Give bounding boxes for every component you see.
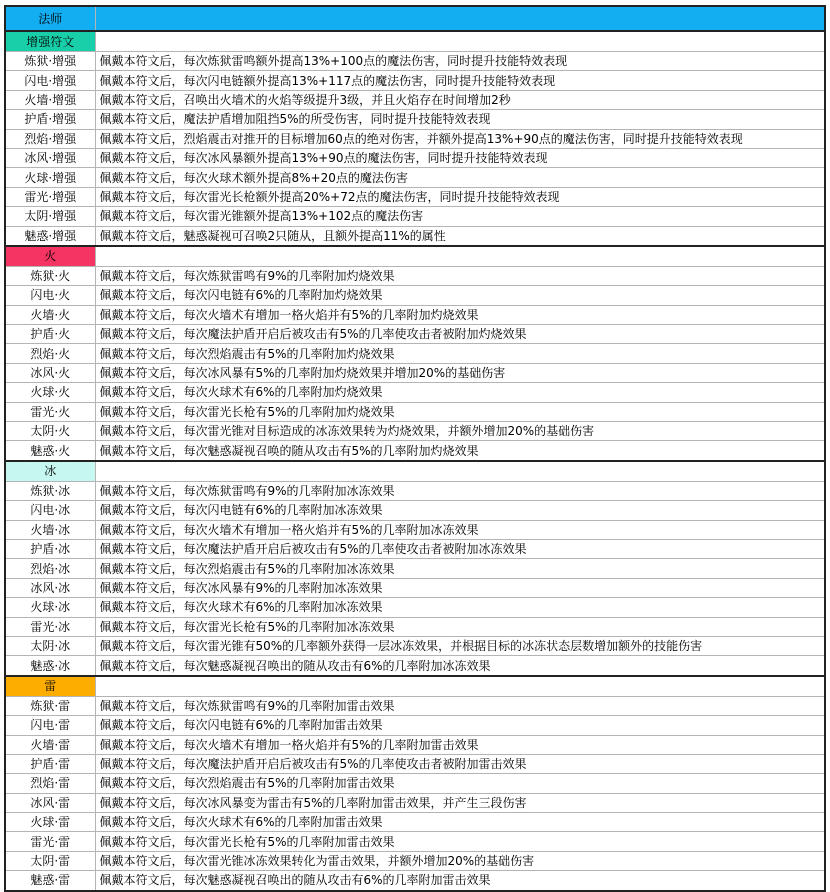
rune-row	[5, 402, 825, 421]
header-fill-cell[interactable]	[95, 6, 825, 31]
rune-name-cell[interactable]: 魅惑·增强	[5, 226, 95, 246]
section-fill-cell[interactable]	[95, 461, 825, 482]
rune-description-cell[interactable]: 佩戴本符文后，召唤出火墙术的火焰等级提升3级，并且火焰存在时间增加2秒	[95, 90, 825, 109]
rune-description-cell[interactable]: 佩戴本符文后，每次雷光锥有50%的几率额外获得一层冰冻效果，并根据目标的冰冻状态层数增加额外的技能伤害	[95, 636, 825, 655]
rune-description-cell[interactable]: 佩戴本符文后，每次冰风暴变为雷击有5%的几率附加雷击效果，并产生三段伤害	[95, 793, 825, 812]
rune-row	[5, 539, 825, 558]
section-label[interactable]: 火	[5, 246, 95, 267]
section-header-row	[5, 461, 825, 482]
class-title-cell[interactable]: 法师	[5, 6, 95, 31]
rune-name-cell[interactable]: 闪电·火	[5, 286, 95, 305]
rune-row	[5, 832, 825, 851]
rune-row	[5, 578, 825, 597]
rune-name-cell[interactable]: 炼狱·增强	[5, 52, 95, 71]
section-header-row	[5, 676, 825, 697]
rune-description-cell[interactable]: 佩戴本符文后，每次火墙术有增加一格火焰并有5%的几率附加灼烧效果	[95, 305, 825, 324]
rune-name-cell[interactable]: 雷光·雷	[5, 832, 95, 851]
rune-description-cell[interactable]: 佩戴本符文后，每次烈焰震击有5%的几率附加冰冻效果	[95, 559, 825, 578]
rune-row	[5, 286, 825, 305]
rune-description-cell[interactable]: 佩戴本符文后，每次火墙术有增加一格火焰并有5%的几率附加冰冻效果	[95, 520, 825, 539]
rune-description-cell[interactable]: 佩戴本符文后，每次魔法护盾开启后被攻击有5%的几率使攻击者被附加冰冻效果	[95, 539, 825, 558]
rune-name-cell[interactable]: 烈焰·冰	[5, 559, 95, 578]
rune-name-cell[interactable]: 烈焰·雷	[5, 774, 95, 793]
rune-row	[5, 754, 825, 773]
section-label[interactable]: 雷	[5, 676, 95, 697]
rune-row	[5, 636, 825, 655]
rune-row	[5, 851, 825, 870]
rune-row	[5, 148, 825, 167]
rune-row	[5, 735, 825, 754]
rune-description-cell[interactable]: 佩戴本符文后，每次闪电链有6%的几率附加冰冻效果	[95, 501, 825, 520]
rune-description-cell[interactable]: 佩戴本符文后，每次火球术额外提高8%+20点的魔法伤害	[95, 168, 825, 187]
rune-row	[5, 422, 825, 441]
rune-row	[5, 344, 825, 363]
rune-description-cell[interactable]: 佩戴本符文后，每次雷光锥额外提高13%+102点的魔法伤害	[95, 207, 825, 226]
rune-name-cell[interactable]: 火墙·雷	[5, 735, 95, 754]
rune-description-cell[interactable]: 佩戴本符文后，每次闪电链有6%的几率附加雷击效果	[95, 716, 825, 735]
rune-name-cell[interactable]: 冰风·冰	[5, 578, 95, 597]
rune-description-cell[interactable]: 佩戴本符文后，每次雷光锥对目标造成的冰冻效果转为灼烧效果，并额外增加20%的基础伤害	[95, 422, 825, 441]
rune-description-cell[interactable]: 佩戴本符文后，每次魅惑凝视召唤出的随从攻击有6%的几率附加雷击效果	[95, 871, 825, 891]
rune-name-cell[interactable]: 火球·火	[5, 383, 95, 402]
rune-name-cell[interactable]: 太阴·冰	[5, 636, 95, 655]
rune-row	[5, 441, 825, 461]
rune-name-cell[interactable]: 冰风·雷	[5, 793, 95, 812]
rune-row	[5, 501, 825, 520]
rune-name-cell[interactable]: 火墙·火	[5, 305, 95, 324]
rune-name-cell[interactable]: 雷光·火	[5, 402, 95, 421]
rune-name-cell[interactable]: 魅惑·火	[5, 441, 95, 461]
rune-row	[5, 813, 825, 832]
rune-description-cell[interactable]: 佩戴本符文后，每次雷光长枪有5%的几率附加雷击效果	[95, 832, 825, 851]
rune-row	[5, 71, 825, 90]
rune-row	[5, 168, 825, 187]
rune-name-cell[interactable]: 火球·增强	[5, 168, 95, 187]
rune-row	[5, 52, 825, 71]
rune-name-cell[interactable]: 火墙·冰	[5, 520, 95, 539]
rune-description-cell[interactable]: 佩戴本符文后，每次魅惑凝视召唤的随从攻击有5%的几率附加灼烧效果	[95, 441, 825, 461]
rune-name-cell[interactable]: 闪电·雷	[5, 716, 95, 735]
rune-name-cell[interactable]: 太阴·雷	[5, 851, 95, 870]
rune-description-cell[interactable]: 佩戴本符文后，每次雷光长枪有5%的几率附加灼烧效果	[95, 402, 825, 421]
rune-description-cell[interactable]: 佩戴本符文后，每次雷光锥冰冻效果转化为雷击效果，并额外增加20%的基础伤害	[95, 851, 825, 870]
rune-name-cell[interactable]: 魅惑·雷	[5, 871, 95, 891]
rune-row	[5, 266, 825, 285]
rune-row	[5, 226, 825, 246]
section-fill-cell[interactable]	[95, 676, 825, 697]
section-header-row	[5, 246, 825, 267]
rune-name-cell[interactable]: 火球·雷	[5, 813, 95, 832]
rune-row	[5, 363, 825, 382]
rune-row	[5, 793, 825, 812]
rune-description-cell[interactable]: 佩戴本符文后，魅惑凝视可召唤2只随从，且额外提高11%的属性	[95, 226, 825, 246]
rune-description-cell[interactable]: 佩戴本符文后，每次冰风暴有9%的几率附加冰冻效果	[95, 578, 825, 597]
rune-row	[5, 481, 825, 500]
rune-description-cell[interactable]: 佩戴本符文后，每次冰风暴额外提高13%+90点的魔法伤害，同时提升技能特效表现	[95, 148, 825, 167]
rune-name-cell[interactable]: 护盾·冰	[5, 539, 95, 558]
rune-name-cell[interactable]: 冰风·增强	[5, 148, 95, 167]
rune-name-cell[interactable]: 护盾·增强	[5, 110, 95, 129]
rune-description-cell[interactable]: 佩戴本符文后，每次魔法护盾开启后被攻击有5%的几率使攻击者被附加灼烧效果	[95, 325, 825, 344]
rune-row	[5, 187, 825, 206]
rune-description-cell[interactable]: 佩戴本符文后，每次炼狱雷鸣有9%的几率附加雷击效果	[95, 696, 825, 715]
rune-description-cell[interactable]: 佩戴本符文后，每次雷光长枪额外提高20%+72点的魔法伤害，同时提升技能特效表现	[95, 187, 825, 206]
rune-description-cell[interactable]: 佩戴本符文后，每次闪电链额外提高13%+117点的魔法伤害，同时提升技能特效表现	[95, 71, 825, 90]
rune-name-cell[interactable]: 闪电·增强	[5, 71, 95, 90]
rune-description-cell[interactable]: 佩戴本符文后，每次烈焰震击有5%的几率附加雷击效果	[95, 774, 825, 793]
rune-description-cell[interactable]: 佩戴本符文后，每次火球术有6%的几率附加冰冻效果	[95, 598, 825, 617]
rune-row	[5, 617, 825, 636]
rune-description-cell[interactable]: 佩戴本符文后，每次火墙术有增加一格火焰并有5%的几率附加雷击效果	[95, 735, 825, 754]
rune-description-cell[interactable]: 佩戴本符文后，每次雷光长枪有5%的几率附加冰冻效果	[95, 617, 825, 636]
rune-description-cell[interactable]: 佩戴本符文后，烈焰震击对推开的目标增加60点的绝对伤害，并额外提高13%+90点的魔法伤害，同时提升技能特效表现	[95, 129, 825, 148]
rune-row	[5, 559, 825, 578]
rune-row	[5, 383, 825, 402]
rune-name-cell[interactable]: 护盾·雷	[5, 754, 95, 773]
rune-row	[5, 110, 825, 129]
header-row	[5, 6, 825, 31]
rune-row	[5, 696, 825, 715]
rune-name-cell[interactable]: 冰风·火	[5, 363, 95, 382]
rune-name-cell[interactable]: 雷光·增强	[5, 187, 95, 206]
rune-row	[5, 871, 825, 891]
rune-name-cell[interactable]: 烈焰·增强	[5, 129, 95, 148]
rune-description-cell[interactable]: 佩戴本符文后，魔法护盾增加阻挡5%的所受伤害，同时提升技能特效表现	[95, 110, 825, 129]
rune-name-cell[interactable]: 火墙·增强	[5, 90, 95, 109]
rune-description-cell[interactable]: 佩戴本符文后，每次魔法护盾开启后被攻击有5%的几率使攻击者被附加雷击效果	[95, 754, 825, 773]
rune-name-cell[interactable]: 闪电·冰	[5, 501, 95, 520]
section-label[interactable]: 增强符文	[5, 31, 95, 52]
rune-name-cell[interactable]: 雷光·冰	[5, 617, 95, 636]
rune-row	[5, 520, 825, 539]
rune-name-cell[interactable]: 火球·冰	[5, 598, 95, 617]
section-header-row	[5, 31, 825, 52]
rune-name-cell[interactable]: 烈焰·火	[5, 344, 95, 363]
rune-description-cell[interactable]: 佩戴本符文后，每次烈焰震击有5%的几率附加灼烧效果	[95, 344, 825, 363]
rune-description-cell[interactable]: 佩戴本符文后，每次炼狱雷鸣有9%的几率附加冰冻效果	[95, 481, 825, 500]
section-fill-cell[interactable]	[95, 31, 825, 52]
rune-name-cell[interactable]: 魅惑·冰	[5, 656, 95, 676]
rune-description-cell[interactable]: 佩戴本符文后，每次炼狱雷鸣有9%的几率附加灼烧效果	[95, 266, 825, 285]
rune-description-cell[interactable]: 佩戴本符文后，每次炼狱雷鸣额外提高13%+100点的魔法伤害，同时提升技能特效表现	[95, 52, 825, 71]
rune-description-cell[interactable]: 佩戴本符文后，每次火球术有6%的几率附加灼烧效果	[95, 383, 825, 402]
rune-description-cell[interactable]: 佩戴本符文后，每次冰风暴有5%的几率附加灼烧效果并增加20%的基础伤害	[95, 363, 825, 382]
rune-row	[5, 305, 825, 324]
section-fill-cell[interactable]	[95, 246, 825, 267]
rune-row	[5, 656, 825, 676]
rune-row	[5, 716, 825, 735]
rune-table	[4, 5, 826, 892]
rune-row	[5, 207, 825, 226]
rune-description-cell[interactable]: 佩戴本符文后，每次火球术有6%的几率附加雷击效果	[95, 813, 825, 832]
rune-row	[5, 129, 825, 148]
rune-name-cell[interactable]: 护盾·火	[5, 325, 95, 344]
rune-description-cell[interactable]: 佩戴本符文后，每次魅惑凝视召唤出的随从攻击有6%的几率附加冰冻效果	[95, 656, 825, 676]
rune-description-cell[interactable]: 佩戴本符文后，每次闪电链有6%的几率附加灼烧效果	[95, 286, 825, 305]
section-label[interactable]: 冰	[5, 461, 95, 482]
rune-row	[5, 774, 825, 793]
rune-table-body	[5, 6, 825, 891]
rune-name-cell[interactable]: 炼狱·火	[5, 266, 95, 285]
rune-name-cell[interactable]: 炼狱·冰	[5, 481, 95, 500]
rune-row	[5, 598, 825, 617]
rune-name-cell[interactable]: 太阴·增强	[5, 207, 95, 226]
rune-row	[5, 90, 825, 109]
rune-name-cell[interactable]: 炼狱·雷	[5, 696, 95, 715]
rune-name-cell[interactable]: 太阴·火	[5, 422, 95, 441]
rune-row	[5, 325, 825, 344]
